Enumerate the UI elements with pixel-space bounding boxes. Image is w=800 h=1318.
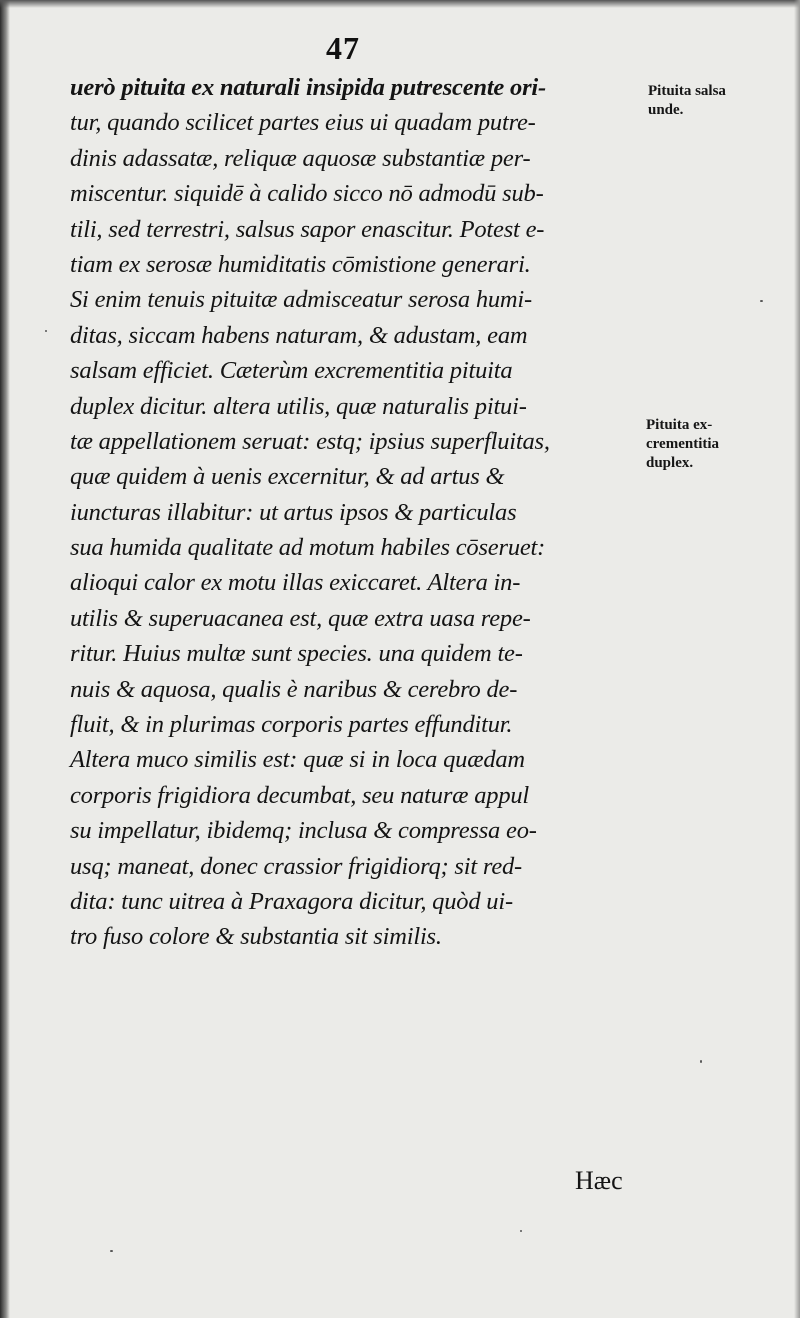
text-line: duplex dicitur. altera utilis, quæ naturalis pitui- — [70, 392, 527, 420]
margin-note-line: unde. — [648, 102, 684, 118]
scan-edge-left — [0, 0, 10, 1318]
paper-speck — [110, 1250, 113, 1252]
text-line: ritur. Huius multæ sunt species. una quidem te- — [70, 640, 523, 668]
margin-note-line: duplex. — [646, 455, 694, 471]
text-line: su impellatur, ibidemq; inclusa & compressa eo- — [70, 817, 537, 845]
text-line: miscentur. siquidē à calido sicco nō admodū sub- — [70, 180, 544, 208]
text-line: tro fuso colore & substantia sit similis. — [70, 923, 442, 951]
text-line: fluit, & in plurimas corporis partes effunditur. — [70, 711, 513, 739]
text-line: Si enim tenuis pituitæ admisceatur serosa humi- — [70, 286, 532, 314]
text-line: salsam efficiet. Cæterùm excrementitia pituita — [70, 357, 513, 385]
page-number: 47 — [326, 30, 360, 66]
paper-speck — [700, 1060, 702, 1063]
margin-note-pituita-salsa — [648, 82, 726, 120]
text-line: tur, quando scilicet partes eius ui quadam putre- — [70, 109, 536, 137]
paper-speck — [520, 1230, 522, 1232]
margin-note-line: Pituita salsa — [648, 83, 726, 99]
paper-speck — [760, 300, 763, 302]
text-line: dinis adassatæ, reliquæ aquosæ substantiæ per- — [70, 144, 531, 172]
text-line: dita: tunc uitrea à Praxagora dicitur, quòd ui- — [70, 887, 513, 915]
text-line: corporis frigidiora decumbat, seu naturæ appul — [70, 781, 530, 809]
text-line: alioqui calor ex motu illas exiccaret. Altera in- — [70, 569, 521, 597]
text-line: sua humida qualitate ad motum habiles cōseruet: — [70, 534, 546, 562]
paper-speck — [45, 330, 47, 332]
margin-note-line: Pituita ex- — [646, 417, 713, 433]
margin-note-pituita-excrementitia — [646, 416, 719, 473]
text-line: uerò pituita ex naturali insipida putrescente ori- — [70, 74, 546, 101]
scan-edge-top — [0, 0, 800, 8]
text-line: tili, sed terrestri, salsus sapor enascitur. Potest e- — [70, 215, 545, 243]
text-line: quæ quidem à uenis excernitur, & ad artus & — [70, 463, 505, 491]
text-line: tæ appellationem seruat: estq; ipsius superfluitas, — [70, 427, 550, 455]
text-line: ditas, siccam habens naturam, & adustam, eam — [70, 321, 528, 349]
scan-edge-right — [794, 0, 800, 1318]
text-line: nuis & aquosa, qualis è naribus & cerebro de- — [70, 675, 518, 703]
text-line: Altera muco similis est: quæ si in loca quædam — [70, 746, 525, 774]
margin-note-line: crementitia — [646, 436, 720, 452]
text-line: usq; maneat, donec crassior frigidiorq; sit red- — [70, 852, 523, 880]
catchword: Hæc — [575, 1166, 623, 1195]
text-line: iuncturas illabitur: ut artus ipsos & particulas — [70, 498, 517, 526]
text-line: tiam ex serosæ humiditatis cōmistione generari. — [70, 250, 531, 278]
body-text — [70, 70, 635, 955]
text-line: utilis & superuacanea est, quæ extra uasa repe- — [70, 604, 531, 632]
